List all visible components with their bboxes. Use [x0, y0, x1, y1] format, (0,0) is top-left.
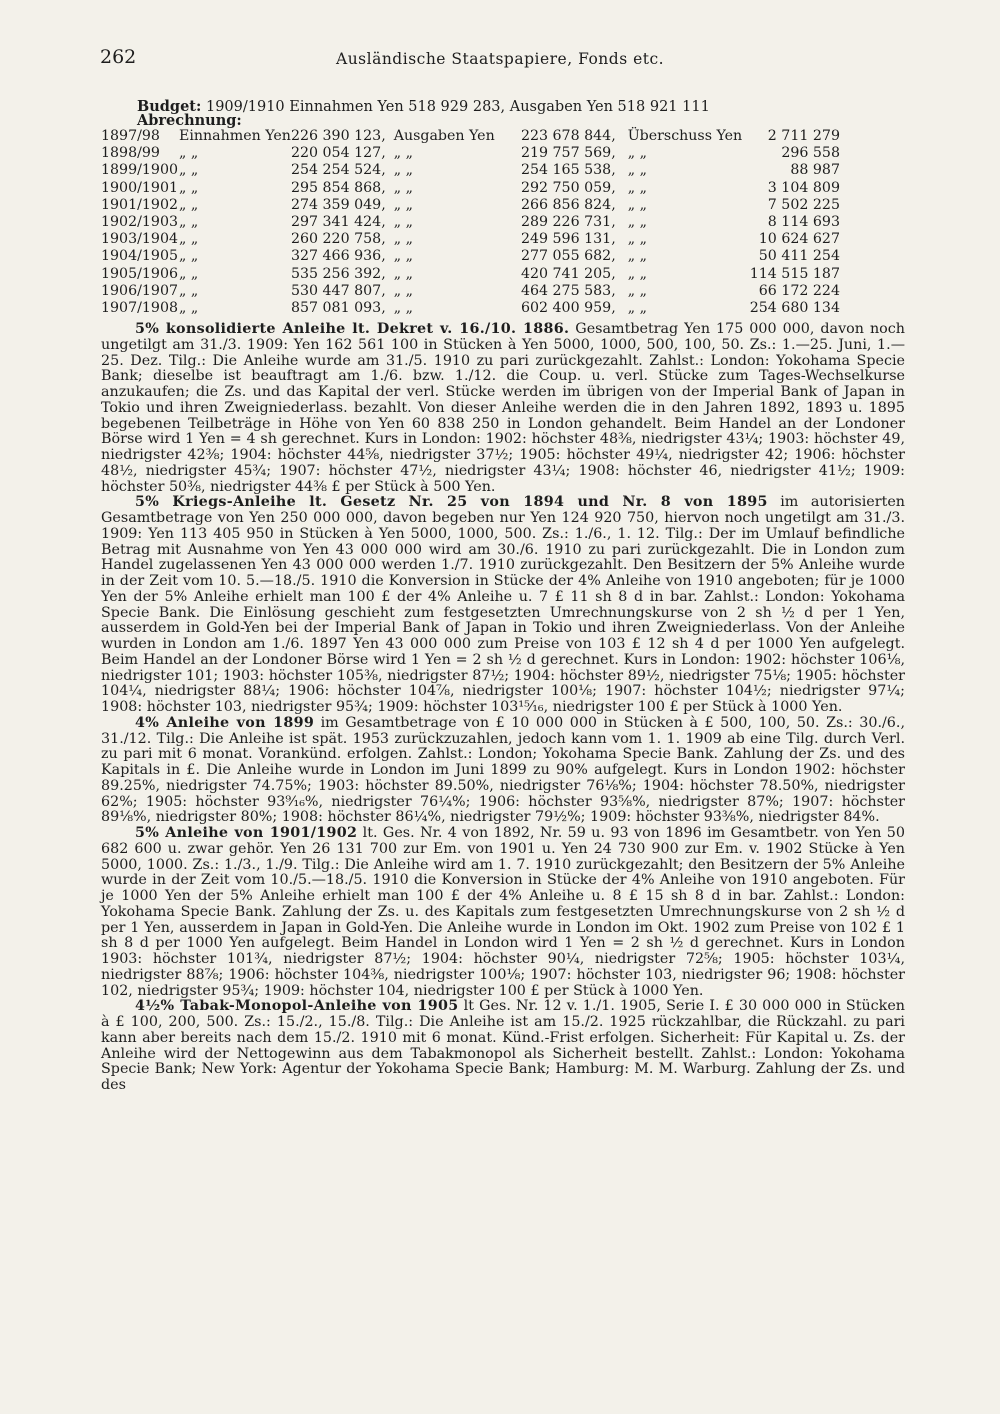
expense-value: 223 678 844, — [520, 128, 616, 144]
section-paragraph — [101, 999, 905, 1094]
abrechnung-table — [101, 128, 840, 317]
expense-value: 464 275 583, — [520, 282, 616, 299]
income-label: „ „ — [179, 145, 199, 162]
fiscal-year: 1901/1902 — [101, 196, 178, 213]
income-label: „ „ — [179, 196, 199, 213]
abrechnung-row — [101, 162, 840, 179]
surplus-value: 88 987 — [790, 162, 840, 179]
income-value: 260 220 758, — [290, 231, 386, 248]
section-paragraph — [101, 716, 905, 826]
income-label: „ „ — [179, 214, 199, 231]
expense-label: „ „ — [393, 162, 413, 179]
income-label: „ „ — [179, 282, 199, 299]
surplus-value: 7 502 225 — [767, 196, 840, 213]
abrechnung-row — [101, 300, 840, 317]
expense-label: „ „ — [393, 214, 413, 231]
income-value: 327 466 936, — [290, 248, 386, 265]
abrechnung-row — [101, 266, 840, 283]
fiscal-year: 1904/1905 — [101, 248, 178, 265]
expense-label: „ „ — [393, 145, 413, 162]
section-text: lt. Ges. Nr. 4 von 1892, Nr. 59 u. 93 von 1896 im Gesamtbetr. von Yen 50 682 600 u. zwar gehör. Yen 26 131 700 zur Em. von 1901 u. Yen 24 730 900 zur Em. v. 1902 Stücke à Yen 5000, 1000. Zs.: 1./3., 1./9. Tilg.: Die Anleihe wird am 1. 7. 1910 zurückgezahlt; den Besitzern der 5% Anleihe wurde in der Zeit vom 10./5.—18./5. 1910 die Konversion in Stücke der 4% Anleihe von 1910 angeboten. Für je 1000 Yen der 5% Anleihe erhielt man 100 £ der 4% Anleihe u. 8 £ 15 sh 8 d in bar. Zahlst.: London: Yokohama Specie Bank. Zahlung der Zs. u. des Kapitals zum festgesetzten Umrechnungskurse von 2 sh ½ d per 1 Yen, ausserdem in Japan in Gold-Yen. Die Anleihe wurde in London im Okt. 1902 zum Preise von 102 £ 1 sh 8 d per 1000 Yen aufgelegt. Beim Handel in London wird 1 Yen = 2 sh ½ d gerechnet. Kurs in London 1903: höchster 101¾, niedrigster 87½; 1904: höchster 90¼, niedrigster 72⅝; 1905: höchster 103¼, niedrigster 88⅞; 1906: höchster 104⅜, niedrigster 100⅛; 1907: höchster 103, niedrigster 96; 1908: höchster 102, niedrigster 95¾; 1909: höchster 104, niedrigster 100 £ per Stück à 1000 Yen. — [101, 825, 905, 999]
income-value: 297 341 424, — [290, 214, 386, 231]
budget-text: 1909/1910 Einnahmen Yen 518 929 283, Ausgaben Yen 518 921 111 — [205, 99, 710, 115]
income-value: 220 054 127, — [290, 145, 386, 162]
section-text: Gesamtbetrag Yen 175 000 000, davon noch ungetilgt am 31./3. 1909: Yen 162 561 100 in Stücken à Yen 5000, 1000, 500, 100, 50. Zs.: 1.—25. Juni, 1.—25. Dez. Tilg.: Die Anleihe wurde am 31./5. 1910 zu pari zurückgezahlt. Zahlst.: London: Yokohama Specie Bank; dieselbe ist beauftragt am 1./6. bzw. 1./12. die Coup. u. verl. Stücke zum Tages-Wechselkurse anzukaufen; die Zs. und das Kapital der verl. Stücke werden im übrigen von der Imperial Bank of Japan in Tokio und ihren Zweigniederlass. bezahlt. Von dieser Anleihe werden die in den Jahren 1892, 1893 u. 1895 begebenen Teilbeträge in Höhe von Yen 60 838 250 in London gehandelt. Beim Handel an der Londoner Börse wird 1 Yen = 4 sh gerechnet. Kurs in London: 1902: höchster 48⅜, niedrigster 43¼; 1903: höchster 49, niedrigster 42⅜; 1904: höchster 44⅝, niedrigster 37½; 1905: höchster 49¼, niedrigster 42; 1906: höchster 48½, niedrigster 45¾; 1907: höchster 47½, niedrigster 43¼; 1908: höchster 46, niedrigster 41½; 1909: höchster 50⅜, niedrigster 44⅜ £ per Stück à 500 Yen. — [101, 321, 905, 495]
fiscal-year: 1903/1904 — [101, 231, 178, 248]
expense-value: 254 165 538, — [520, 162, 616, 179]
expense-value: 277 055 682, — [520, 248, 616, 265]
income-value: 530 447 807, — [290, 282, 386, 299]
expense-label: „ „ — [393, 231, 413, 248]
fiscal-year: 1907/1908 — [101, 300, 178, 317]
expense-label: „ „ — [393, 282, 413, 299]
section-paragraph — [101, 322, 905, 495]
section-text: lt Ges. Nr. 12 v. 1./1. 1905, Serie I. £ 30 000 000 in Stücken à £ 100, 200, 500. Zs.: 15./2., 15./8. Tilg.: Die Anleihe ist am 15./2. 1925 rückzahlbar, die Rückzahl. zu pari kann aber bereits nach dem 15./2. 1910 mit 6 monat. Künd.-Frist erfolgen. Sicherheit: Für Kapital u. Zs. der Anleihe wird der Nettogewinn aus dem Tabakmonopol als Sicherheit bestellt. Zahlst.: London: Yokohama Specie Bank; New York: Agentur der Yokohama Specie Bank; Hamburg: M. M. Warburg. Zahlung der Zs. und des — [101, 998, 905, 1093]
income-value: 535 256 392, — [290, 265, 386, 282]
surplus-label: „ „ — [627, 231, 647, 248]
surplus-value: 66 172 224 — [758, 282, 840, 299]
section-heading: 5% konsolidierte Anleihe lt. Dekret v. 16./10. 1886. — [135, 321, 570, 337]
abrechnung-row — [101, 231, 840, 248]
surplus-value: 296 558 — [781, 145, 840, 162]
abrechnung-row — [101, 180, 840, 197]
income-label: „ „ — [179, 179, 199, 196]
surplus-value: 114 515 187 — [749, 265, 840, 282]
expense-label: „ „ — [393, 196, 413, 213]
section-heading: 5% Kriegs-Anleihe lt. Gesetz Nr. 25 von 1894 und Nr. 8 von 1895 — [135, 494, 768, 511]
section-text: im Gesamtbetrage von £ 10 000 000 in Stücken à £ 500, 100, 50. Zs.: 30./6., 31./12. Tilg.: Die Anleihe ist spät. 1953 zurückzuzahlen, jedoch kann vom 1. 1. 1909 ab eine Tilg. durch Verl. zu pari mit 6 monat. Vorankünd. erfolgen. Zahlst.: London; Yokohama Specie Bank. Zahlung der Zs. und des Kapitals in £. Die Anleihe wurde in London im Juni 1899 zu 90% aufgelegt. Kurs in London 1902: höchster 89.25%, niedrigster 74.75%; 1903: höchster 89.50%, niedrigster 76⅛%; 1904: höchster 78.50%, niedrigster 62%; 1905: höchster 93⁹⁄₁₆%, niedrigster 76¼%; 1906: höchster 93⅝%, niedrigster 87%; 1907: höchster 89⅛%, niedrigster 80%; 1908: höchster 86¼%, niedrigster 79½%; 1909: höchster 93⅜%, niedrigster 84%. — [101, 714, 905, 826]
surplus-label: „ „ — [627, 196, 647, 213]
expense-value: 289 226 731, — [520, 214, 616, 231]
expense-value: 420 741 205, — [520, 265, 616, 282]
expense-label: Ausgaben Yen — [393, 128, 495, 144]
surplus-value: 2 711 279 — [767, 128, 840, 144]
section-heading: 4% Anleihe von 1899 — [135, 714, 315, 731]
surplus-value: 254 680 134 — [749, 300, 840, 317]
fiscal-year: 1905/1906 — [101, 265, 178, 282]
income-value: 226 390 123, — [290, 128, 386, 144]
income-label: „ „ — [179, 231, 199, 248]
page-number: 262 — [100, 46, 137, 68]
abrechnung-label: Abrechnung: — [137, 112, 242, 129]
running-header: Ausländische Staatspapiere, Fonds etc. — [336, 50, 665, 68]
income-value: 857 081 093, — [290, 300, 386, 317]
expense-value: 266 856 824, — [520, 196, 616, 213]
surplus-value: 10 624 627 — [758, 231, 840, 248]
budget-line — [137, 98, 917, 115]
abrechnung-row — [101, 248, 840, 265]
abrechnung-row — [101, 128, 840, 145]
section-heading: 5% Anleihe von 1901/1902 — [135, 825, 358, 841]
income-label: Einnahmen Yen — [179, 128, 291, 144]
income-value: 274 359 049, — [290, 196, 386, 213]
income-label: „ „ — [179, 248, 199, 265]
surplus-label: Überschuss Yen — [627, 128, 743, 144]
fiscal-year: 1899/1900 — [101, 162, 178, 179]
fiscal-year: 1906/1907 — [101, 282, 178, 299]
surplus-label: „ „ — [627, 162, 647, 179]
income-label: „ „ — [179, 162, 199, 179]
surplus-value: 50 411 254 — [758, 248, 840, 265]
section-heading: 4½% Tabak-Monopol-Anleihe von 1905 — [135, 998, 459, 1015]
fiscal-year: 1898/99 — [101, 145, 160, 162]
surplus-label: „ „ — [627, 282, 647, 299]
surplus-value: 3 104 809 — [767, 179, 840, 196]
fiscal-year: 1897/98 — [101, 128, 160, 144]
abrechnung-row — [101, 197, 840, 214]
budget-label: Budget: — [137, 98, 202, 115]
section-text: im autorisierten Gesamtbetrage von Yen 250 000 000, davon begeben nur Yen 124 920 750, hiervon noch ungetilgt am 31./3. 1909: Yen 113 405 950 in Stücken à Yen 5000, 1000, 500. Zs.: 1./6., 1. 12. Tilg.: Der im Umlauf befindliche Betrag mit Ausnahme von Yen 43 000 000 wird am 30./6. 1910 zu pari zurückgezahlt. Die in London zum Handel zugelassenen Yen 43 000 000 werden 1./7. 1910 zurückgezahlt. Den Besitzern der 5% Anleihe wurde in der Zeit vom 10. 5.—18./5. 1910 die Konversion in Stücke der 4% Anleihe von 1910 angeboten; für je 1000 Yen der 5% Anleihe erhielt man 100 £ der 4% Anleihe u. 7 £ 11 sh 8 d in bar. Zahlst.: London: Yokohama Specie Bank. Die Einlösung geschieht zum festgesetzten Umrechnungskurse von 2 sh ½ d per 1 Yen, ausserdem in Gold-Yen bei der Imperial Bank of Japan in Tokio und ihren Zweigniederlass. Von der Anleihe wurden in London am 1./6. 1897 Yen 43 000 000 zum Preise von 103 £ 12 sh 4 d per 1000 Yen aufgelegt. Beim Handel an der Londoner Börse wird 1 Yen = 2 sh ½ d gerechnet. Kurs in London: 1902: höchster 106⅛, niedrigster 101; 1903: höchster 105⅜, niedrigster 87½; 1904: höchster 89½, niedrigster 75⅛; 1905: höchster 104¼, niedrigster 88¼; 1906: höchster 104⅞, niedrigster 100⅛; 1907: höchster 104½; niedrigster 97¼; 1908: höchster 103, niedrigster 95¾; 1909: höchster 103¹⁵⁄₁₆, niedrigster 100 £ per Stück à 1000 Yen. — [101, 494, 905, 715]
abrechnung-row — [101, 145, 840, 162]
surplus-label: „ „ — [627, 265, 647, 282]
surplus-label: „ „ — [627, 214, 647, 231]
section-paragraph — [101, 826, 905, 999]
document-body — [101, 322, 905, 1094]
expense-value: 292 750 059, — [520, 179, 616, 196]
expense-label: „ „ — [393, 248, 413, 265]
expense-label: „ „ — [393, 300, 413, 317]
expense-value: 219 757 569, — [520, 145, 616, 162]
fiscal-year: 1902/1903 — [101, 214, 178, 231]
expense-value: 249 596 131, — [520, 231, 616, 248]
section-paragraph — [101, 495, 905, 716]
expense-label: „ „ — [393, 265, 413, 282]
income-value: 295 854 868, — [290, 179, 386, 196]
income-label: „ „ — [179, 265, 199, 282]
abrechnung-row — [101, 283, 840, 300]
expense-label: „ „ — [393, 179, 413, 196]
surplus-value: 8 114 693 — [767, 214, 840, 231]
income-label: „ „ — [179, 300, 199, 317]
abrechnung-row — [101, 214, 840, 231]
surplus-label: „ „ — [627, 179, 647, 196]
expense-value: 602 400 959, — [520, 300, 616, 317]
income-value: 254 254 524, — [290, 162, 386, 179]
surplus-label: „ „ — [627, 248, 647, 265]
fiscal-year: 1900/1901 — [101, 179, 178, 196]
surplus-label: „ „ — [627, 145, 647, 162]
surplus-label: „ „ — [627, 300, 647, 317]
